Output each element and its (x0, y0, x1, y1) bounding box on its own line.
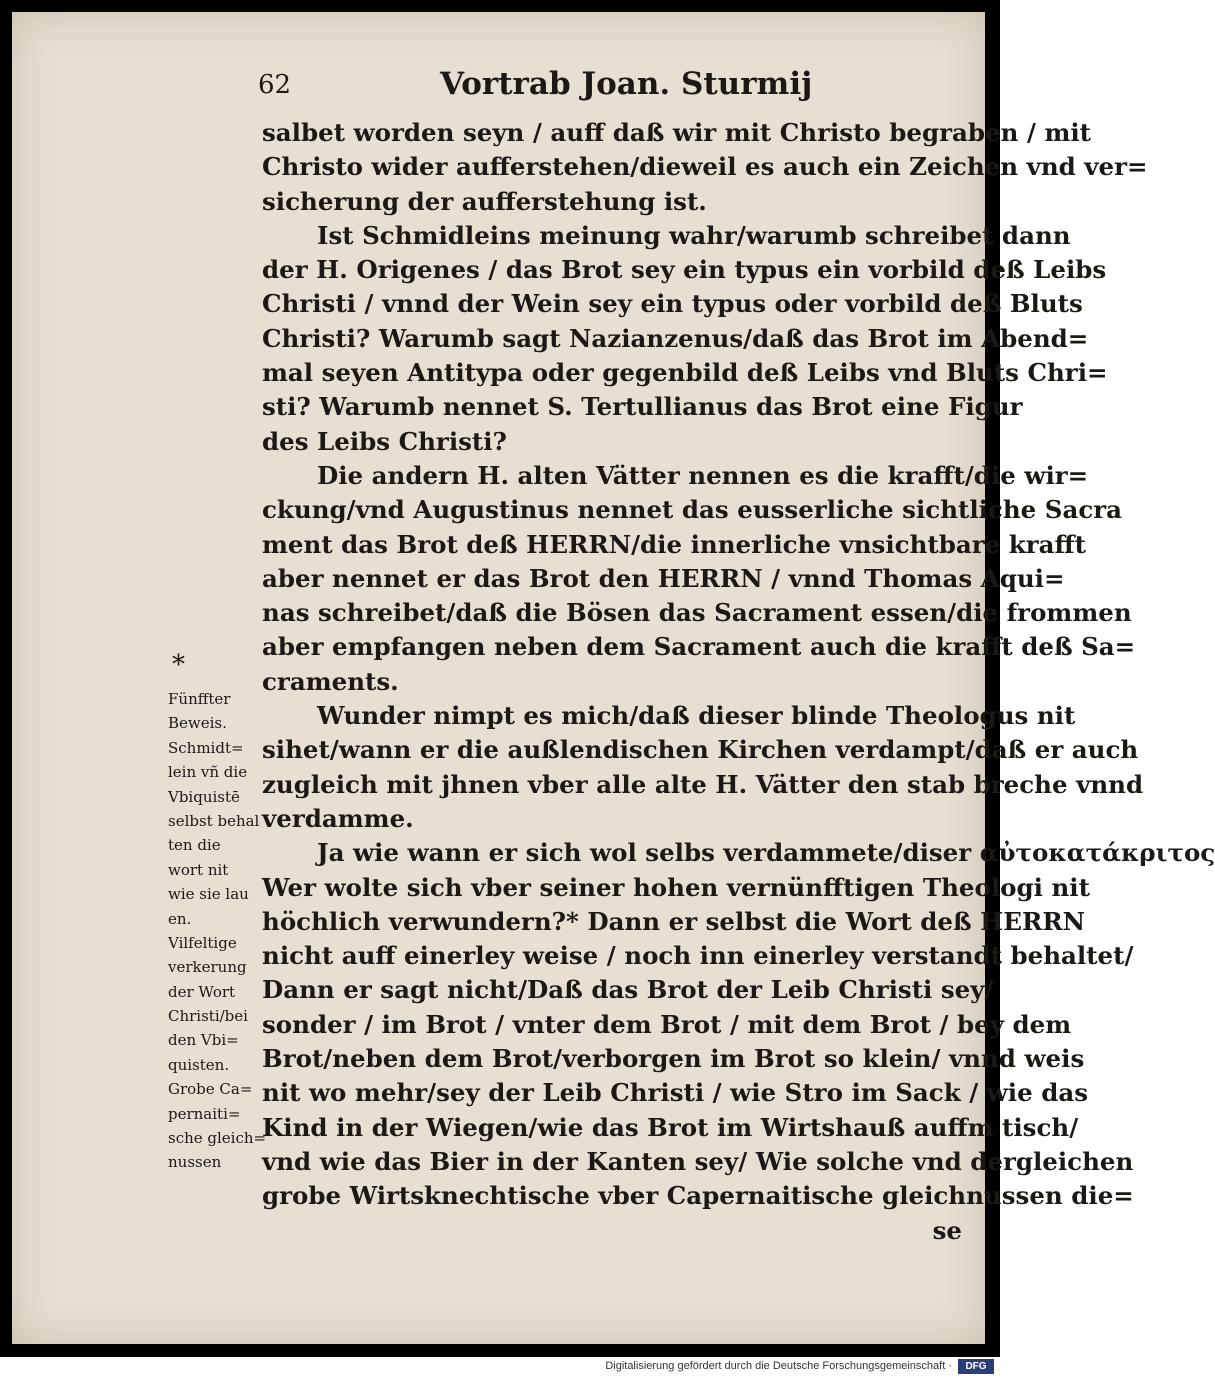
text-line: sti? Warumb nennet S. Tertullianus das Brot eine Figur (262, 392, 1023, 422)
margin-note-line: der Wort (168, 982, 236, 1001)
text-line: nit wo mehr/sey der Leib Christi / wie Stro im Sack / wie das (262, 1078, 1088, 1108)
marginal-notes (168, 687, 276, 1175)
margin-note-line: den Vbi= (168, 1031, 239, 1050)
text-line: nicht auff einerley weise / noch inn einerley verstandt behaltet/ (262, 941, 1134, 971)
margin-note-line: pernaiti= (168, 1104, 241, 1123)
text-line: Christi? Warumb sagt Nazianzenus/daß das Brot im Abend= (262, 323, 1089, 353)
catchword: se (932, 1215, 962, 1245)
text-line: Wer wolte sich vber seiner hohen vernünfftigen Theologi nit (262, 872, 1090, 902)
text-line: Die andern H. alten Vätter nennen es die krafft/die wir= (317, 460, 1089, 490)
margin-note-line: Vbiquistē (168, 787, 240, 806)
text-line: ment das Brot deß HERRN/die innerliche vnsichtbare krafft (262, 529, 1086, 559)
text-line: sicherung der aufferstehung ist. (262, 186, 707, 216)
margin-note-line: Beweis. (168, 714, 227, 733)
margin-note-line: verkerung (168, 958, 247, 977)
text-line: des Leibs Christi? (262, 426, 507, 456)
text-line: Brot/neben dem Brot/verborgen im Brot so klein/ vnnd weis (262, 1044, 1085, 1074)
margin-note-line: lein vñ die (168, 763, 248, 782)
page-number: 62 (258, 70, 292, 100)
text-line: verdamme. (262, 803, 414, 833)
margin-note-line: Grobe Ca= (168, 1080, 253, 1099)
margin-note-line: nussen (168, 1153, 222, 1172)
text-line: zugleich mit jhnen vber alle alte H. Vätter den stab breche vnnd (262, 769, 1144, 799)
text-line: Christi / vnnd der Wein sey ein typus oder vorbild deß Bluts (262, 289, 1083, 319)
text-line: aber nennet er das Brot den HERRN / vnnd Thomas Aqui= (262, 563, 1065, 593)
text-line: Kind in der Wiegen/wie das Brot im Wirtshauß auffm tisch/ (262, 1112, 1079, 1142)
text-line: Ist Schmidleins meinung wahr/warumb schreibet dann (317, 220, 1071, 250)
margin-note-line: ten die (168, 836, 221, 855)
text-line: aber empfangen neben dem Sacrament auch die krafft deß Sa= (262, 632, 1136, 662)
text-line: sihet/wann er die außlendischen Kirchen verdampt/daß er auch (262, 735, 1139, 765)
text-line: ckung/vnd Augustinus nennet das eusserliche sichtliche Sacra (262, 495, 1123, 525)
text-line: nas schreibet/daß die Bösen das Sacrament essen/die frommen (262, 598, 1132, 628)
margin-note-line: sche gleich= (168, 1129, 267, 1148)
text-line: Wunder nimpt es mich/daß dieser blinde Theologus nit (317, 701, 1076, 731)
text-line: Ja wie wann er sich wol selbs verdammete/diser αὐτοκατάκριτος (317, 838, 1215, 868)
margin-note-line: Fünffter (168, 690, 231, 708)
text-line: sonder / im Brot / vnter dem Brot / mit dem Brot / bey dem (262, 1009, 1072, 1039)
text-line: vnd wie das Bier in der Kanten sey/ Wie solche vnd dergleichen (262, 1146, 1134, 1176)
margin-asterisk: * (172, 650, 185, 680)
text-line: höchlich verwundern?* Dann er selbst die Wort deß HERRN (262, 906, 1086, 936)
margin-note-line: en. (168, 909, 192, 928)
margin-note-line: wie sie lau (168, 885, 249, 904)
text-line: Dann er sagt nicht/Daß das Brot der Leib Christi sey/ (262, 975, 994, 1005)
text-line: grobe Wirtsknechtische vber Capernaitische gleichnussen die= (262, 1181, 1134, 1211)
text-line: craments. (262, 666, 399, 696)
margin-note-line: Christi/bei (168, 1007, 248, 1026)
margin-note-line: Vilfeltige (168, 933, 237, 952)
main-text-block (262, 116, 1215, 1248)
margin-note-line: quisten. (168, 1055, 230, 1074)
margin-note-line: selbst behal (168, 811, 260, 830)
text-line: Christo wider aufferstehen/dieweil es auch ein Zeichen vnd ver= (262, 152, 1148, 182)
margin-note-line: wort nit (168, 860, 229, 879)
footer-credit: Digitalisierung gefördert durch die Deutsche Forschungsgemeinschaft · (605, 1360, 952, 1372)
dfg-logo: DFG (958, 1359, 994, 1374)
running-head: Vortrab Joan. Sturmij (440, 66, 813, 102)
text-line: salbet worden seyn / auff daß wir mit Christo begraben / mit (262, 118, 1091, 147)
margin-note-line: Schmidt= (168, 738, 244, 757)
text-line: der H. Origenes / das Brot sey ein typus ein vorbild deß Leibs (262, 255, 1107, 285)
text-line: mal seyen Antitypa oder gegenbild deß Leibs vnd Bluts Chri= (262, 358, 1108, 388)
